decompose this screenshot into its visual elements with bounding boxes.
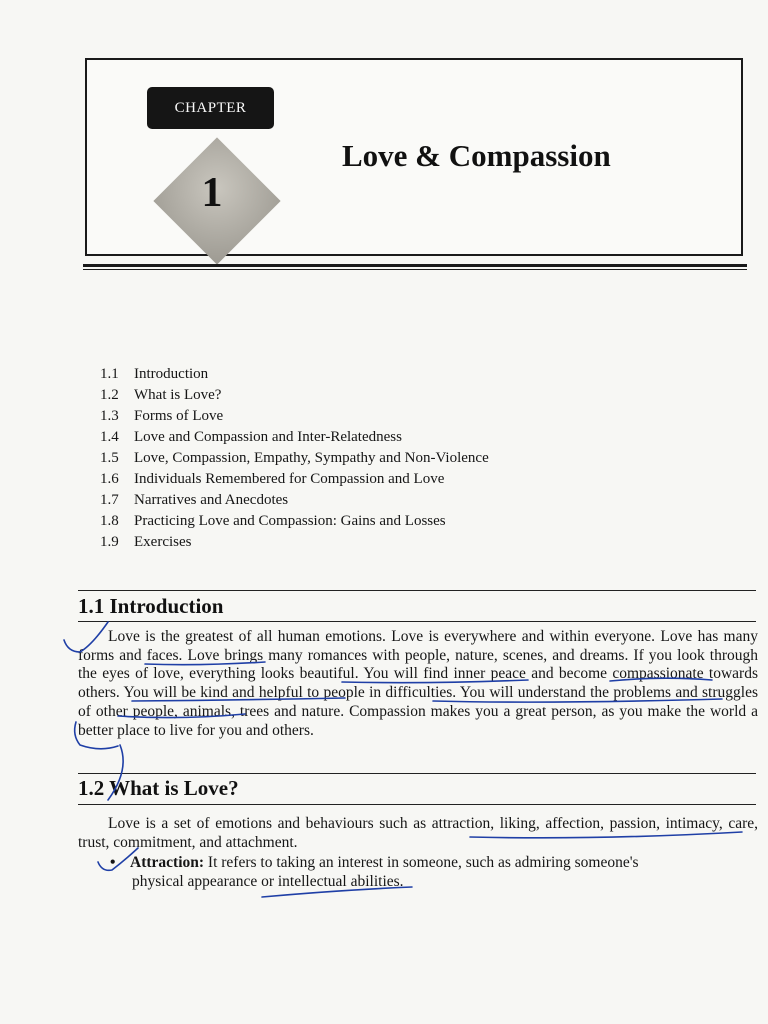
toc-item [100,427,660,448]
toc-item [100,532,660,553]
toc-title: Exercises [134,534,192,550]
section-rule-top [78,773,756,774]
toc-title: Introduction [134,366,209,382]
toc-item [100,490,660,511]
section-rule-bottom [78,621,756,622]
section-heading-what-is-love: 1.2 What is Love? [78,776,239,800]
bullet-attraction [110,853,758,891]
toc-number: 1.6 [100,471,119,487]
toc-item [100,511,660,532]
what-is-love-paragraph: Love is a set of emotions and behaviours such as attraction, liking, affection, passion, intimacy, care, trust, commitment, and attachment. [78,815,758,851]
toc-title: Narratives and Anecdotes [134,492,289,508]
toc-item [100,406,660,427]
toc-number: 1.2 [100,387,119,403]
section-rule-top [78,590,756,591]
section-rule-bottom [78,804,756,805]
chapter-number: 1 [201,170,223,216]
section-heading-introduction: 1.1 Introduction [78,594,224,618]
toc-title: Love and Compassion and Inter-Relatedness [134,429,402,445]
toc-item [100,448,660,469]
toc-item [100,469,660,490]
toc-title: Practicing Love and Compassion: Gains and Losses [134,513,446,529]
toc-number: 1.9 [100,534,119,550]
toc-item [100,385,660,406]
table-of-contents [100,364,660,553]
bullet-text-line1: It refers to taking an interest in someone, such as admiring someone's [207,854,639,871]
toc-title: What is Love? [134,387,222,403]
toc-title: Love, Compassion, Empathy, Sympathy and Non-Violence [134,450,489,466]
toc-number: 1.5 [100,450,119,466]
introduction-paragraph: Love is the greatest of all human emotions. Love is everywhere and within everyone. Love has many forms and faces. Love brings many romances with people, nature, scenes, and dreams. If you look through the eyes of love, everything looks beautiful. You will find inner peace and become compassionate towards others. You will be kind and helpful to people in difficulties. You will understand the problems and struggles of other people, animals, trees and nature. Compassion makes you a great person, as you make the world a better place to live for you and others. [78,628,758,739]
toc-item [100,364,660,385]
toc-number: 1.3 [100,408,119,424]
toc-title: Forms of Love [134,408,224,424]
bullet-dot-icon: • [110,854,116,871]
toc-number: 1.1 [100,366,119,382]
toc-number: 1.8 [100,513,119,529]
chapter-label: CHAPTER [147,87,274,129]
header-divider-thin [83,269,747,270]
chapter-header-box [85,58,743,256]
bullet-text-line2: physical appearance or intellectual abilities. [132,873,404,890]
header-divider [83,264,747,267]
toc-title: Individuals Remembered for Compassion and Love [134,471,445,487]
toc-number: 1.4 [100,429,119,445]
toc-number: 1.7 [100,492,119,508]
chapter-title: Love & Compassion [342,138,611,173]
bullet-label: Attraction: [130,854,205,871]
